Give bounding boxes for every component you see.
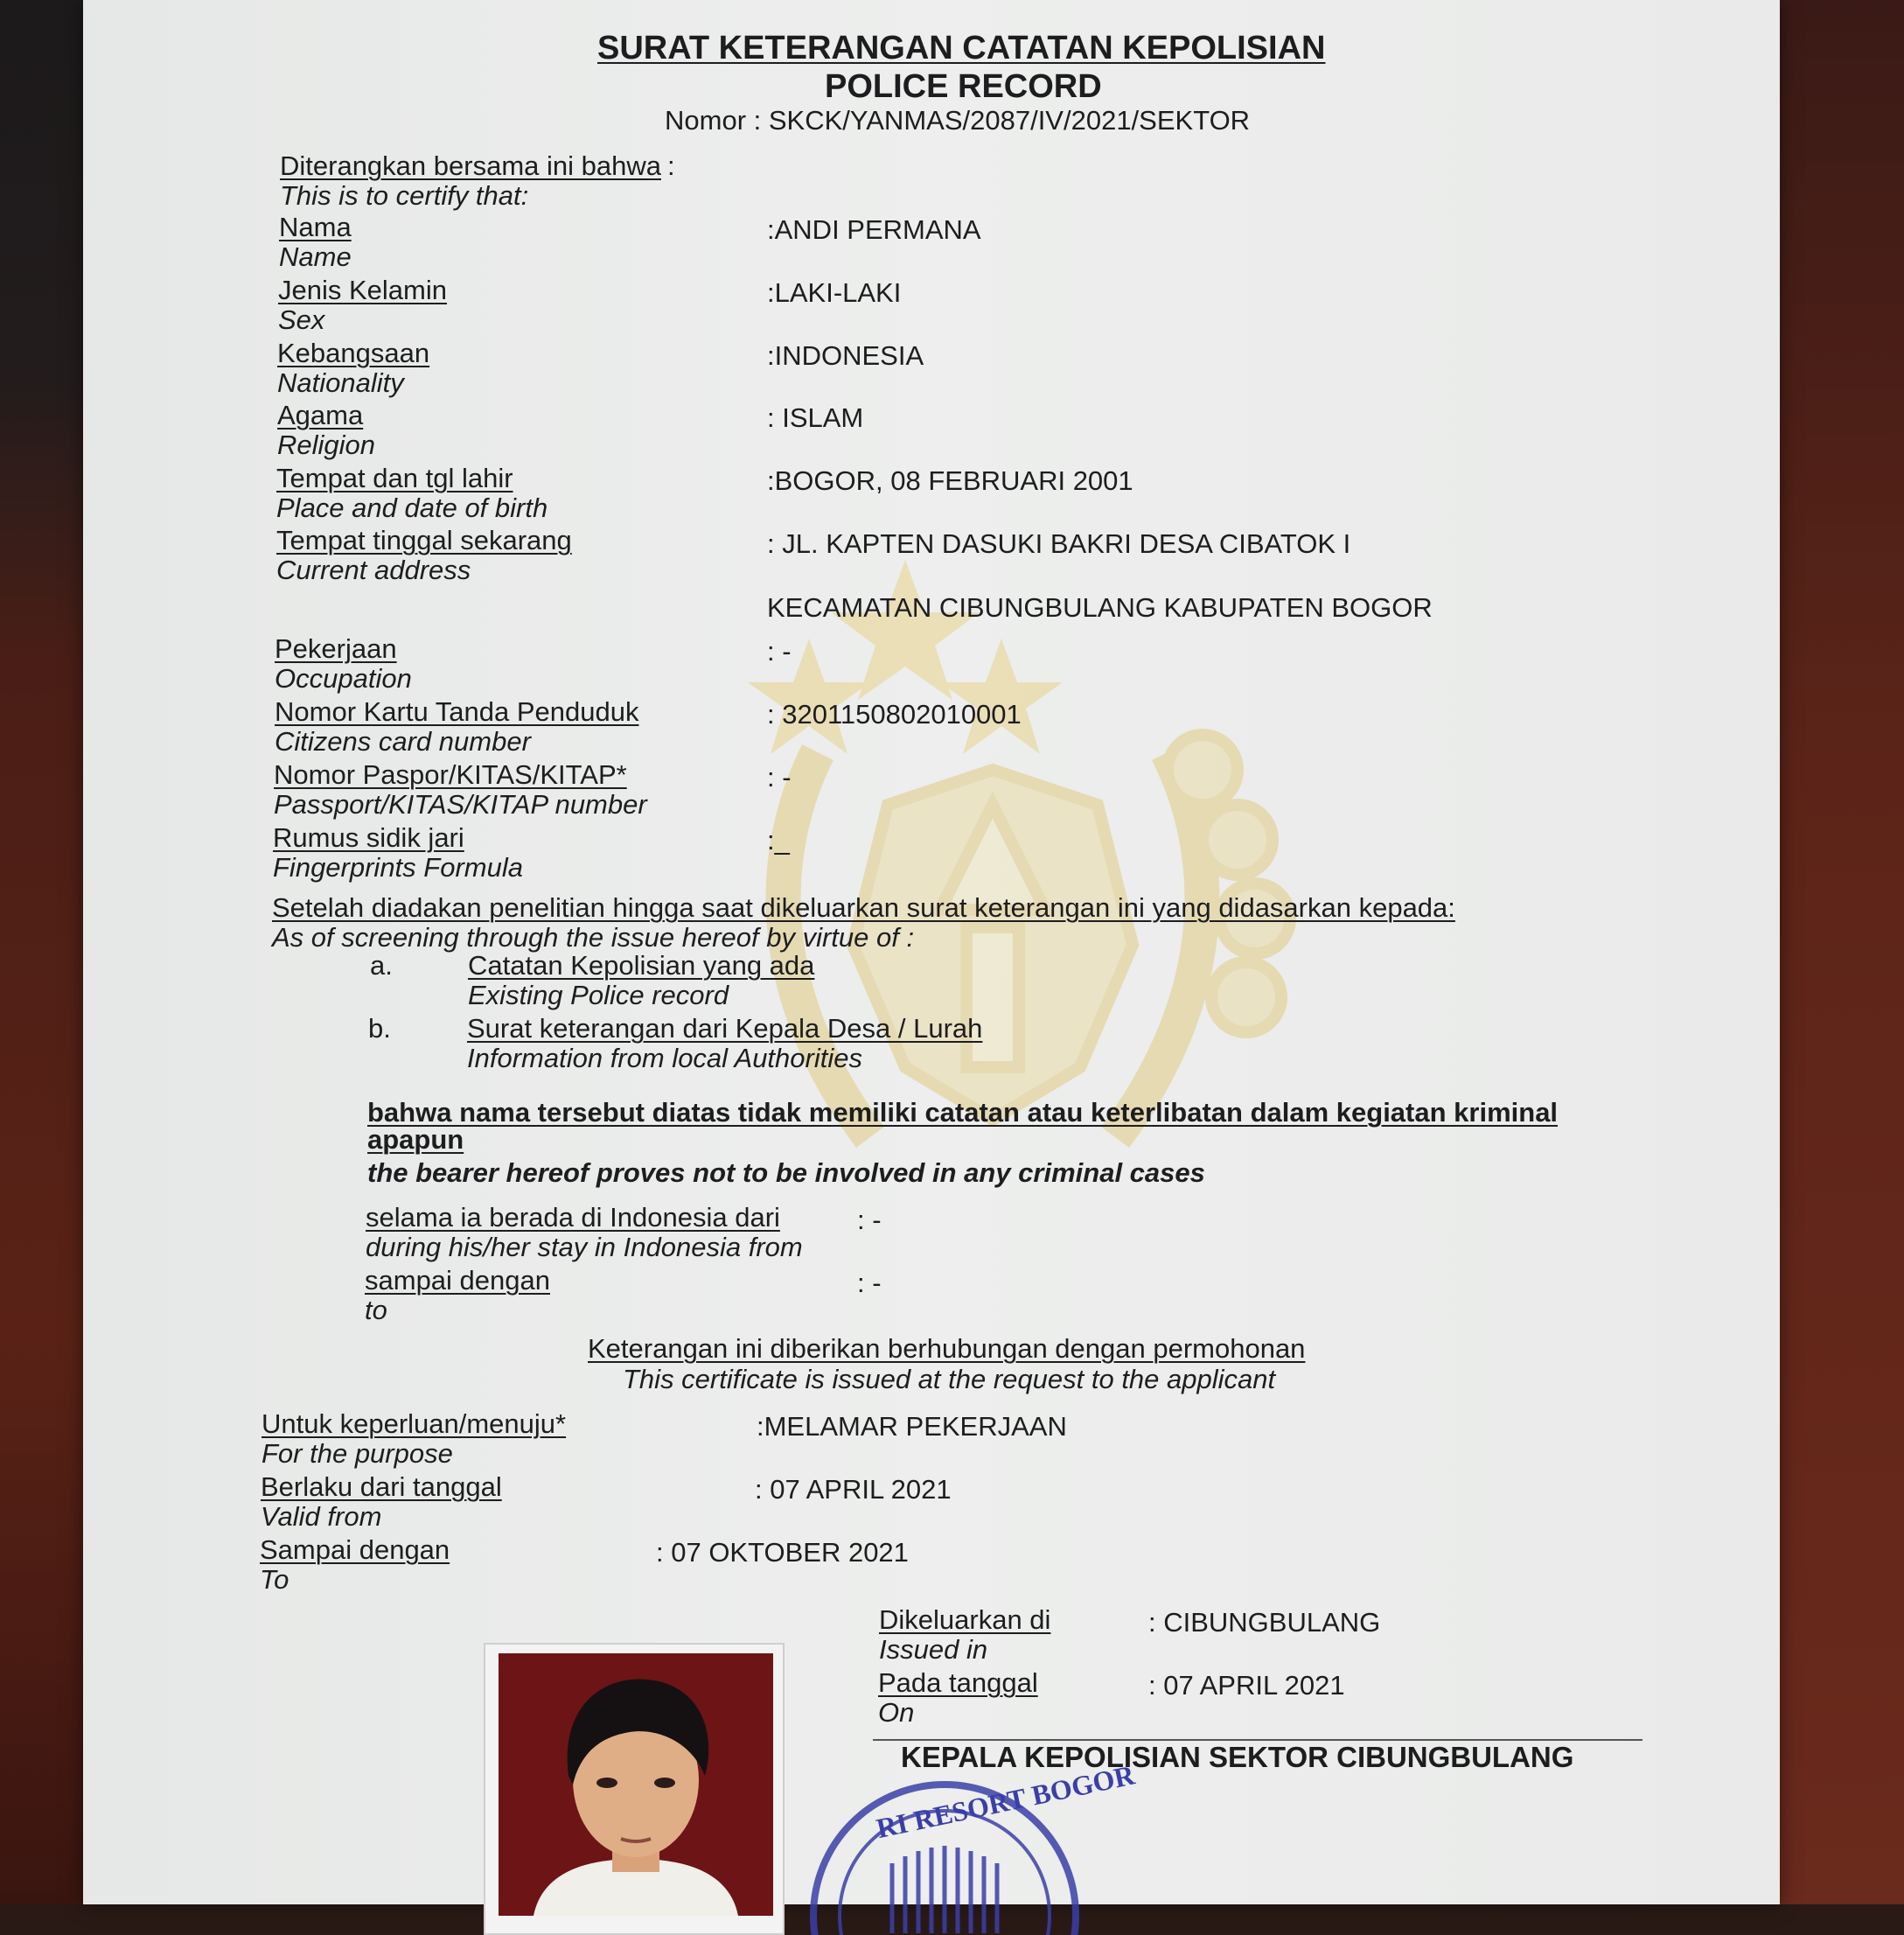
screening-item-label: Surat keterangan dari Kepala Desa / Lurah — [467, 1013, 983, 1044]
issued-date-label-en: On — [878, 1697, 915, 1728]
religion-label: Agama — [277, 400, 364, 430]
document-number: Nomor : SKCK/YANMAS/2087/IV/2021/SEKTOR — [665, 105, 1251, 136]
valid-from-label: Berlaku dari tanggal — [261, 1471, 502, 1502]
stay-from-label: selama ia berada di Indonesia dari — [366, 1202, 780, 1233]
screening-item-label: Catatan Kepolisian yang ada — [468, 950, 815, 981]
name-value: :ANDI PERMANA — [767, 214, 981, 245]
religion-value: : ISLAM — [767, 402, 864, 433]
passport-label-en: Passport/KITAS/KITAP number — [274, 789, 647, 820]
stay-to-value: : - — [857, 1268, 882, 1298]
issued-place-label-en: Issued in — [879, 1634, 988, 1665]
address-value-line2: KECAMATAN CIBUNGBULANG KABUPATEN BOGOR — [767, 592, 1433, 623]
religion-label-en: Religion — [277, 430, 376, 460]
valid-from-value: : 07 APRIL 2021 — [755, 1474, 952, 1505]
document-subtitle: POLICE RECORD — [825, 68, 1102, 105]
request-text: Keterangan ini diberikan berhubungan dengan permohonan — [588, 1333, 1306, 1364]
occupation-value: : - — [767, 636, 792, 667]
intro-label-en: This is to certify that: — [280, 180, 529, 211]
valid-from-label-en: Valid from — [261, 1501, 382, 1532]
fingerprint-label-en: Fingerprints Formula — [273, 852, 523, 883]
sex-label: Jenis Kelamin — [278, 275, 447, 305]
fingerprint-value: :_ — [767, 825, 790, 856]
nationality-value: :INDONESIA — [767, 340, 924, 371]
nationality-label-en: Nationality — [277, 367, 404, 398]
nationality-label: Kebangsaan — [277, 338, 430, 368]
screening-label-en: As of screening through the issue hereof by virtue of : — [272, 922, 915, 953]
birth-value: :BOGOR, 08 FEBRUARI 2001 — [767, 465, 1133, 496]
address-value: : JL. KAPTEN DASUKI BAKRI DESA CIBATOK I — [767, 528, 1351, 559]
valid-to-label-en: To — [260, 1564, 289, 1595]
name-label: Nama — [279, 212, 352, 242]
intro-label: Diterangkan bersama ini bahwa — [280, 150, 661, 181]
address-label-en: Current address — [276, 555, 471, 585]
request-text-en: This certificate is issued at the request to the applicant — [623, 1364, 1276, 1394]
passport-label: Nomor Paspor/KITAS/KITAP* — [274, 759, 627, 790]
statement-text-line2: apapun — [367, 1124, 464, 1155]
intro-colon: : — [667, 150, 675, 181]
stamp-text: RI RESORT BOGOR — [873, 1758, 1138, 1845]
background-right — [1773, 0, 1904, 1904]
applicant-photo — [499, 1653, 773, 1916]
birth-label: Tempat dan tgl lahir — [276, 463, 513, 493]
fingerprint-label: Rumus sidik jari — [273, 822, 464, 853]
screening-item-marker: a. — [370, 950, 393, 981]
occupation-label-en: Occupation — [275, 663, 412, 694]
sex-value: :LAKI-LAKI — [767, 277, 902, 308]
statement-text-en: the bearer hereof proves not to be involved in any criminal cases — [367, 1157, 1205, 1188]
valid-to-value: : 07 OKTOBER 2021 — [656, 1537, 909, 1568]
issued-place-value: : CIBUNGBULANG — [1148, 1607, 1381, 1638]
stay-from-label-en: during his/her stay in Indonesia from — [366, 1232, 803, 1262]
signatory-title: KEPALA KEPOLISIAN SEKTOR CIBUNGBULANG — [901, 1741, 1574, 1773]
sex-label-en: Sex — [278, 304, 325, 335]
name-label-en: Name — [279, 241, 352, 272]
address-label: Tempat tinggal sekarang — [276, 525, 572, 555]
id-card-label-en: Citizens card number — [275, 726, 531, 757]
id-card-value: : 3201150802010001 — [767, 699, 1022, 730]
statement-text: bahwa nama tersebut diatas tidak memiliki catatan atau keterlibatan dalam kegiatan kriminal — [367, 1097, 1559, 1128]
stay-to-label-en: to — [365, 1295, 387, 1325]
occupation-label: Pekerjaan — [275, 633, 397, 664]
stay-to-label: sampai dengan — [365, 1265, 550, 1296]
screening-item-marker: b. — [368, 1013, 391, 1044]
official-stamp — [770, 1758, 1138, 1933]
screening-label: Setelah diadakan penelitian hingga saat dikeluarkan surat keterangan ini yang didasarkan kepada: — [272, 892, 1455, 923]
screening-item-label-en: Existing Police record — [468, 980, 729, 1010]
id-card-label: Nomor Kartu Tanda Penduduk — [275, 696, 639, 727]
valid-to-label: Sampai dengan — [260, 1534, 450, 1565]
passport-value: : - — [767, 762, 792, 793]
birth-label-en: Place and date of birth — [276, 492, 548, 523]
screening-item-label-en: Information from local Authorities — [467, 1043, 862, 1073]
stay-from-value: : - — [857, 1205, 882, 1235]
issued-place-label: Dikeluarkan di — [879, 1604, 1051, 1635]
purpose-label: Untuk keperluan/menuju* — [262, 1408, 567, 1439]
purpose-value: :MELAMAR PEKERJAAN — [757, 1411, 1067, 1442]
document-title: SURAT KETERANGAN CATATAN KEPOLISIAN — [597, 30, 1326, 66]
police-record-document — [83, 0, 1780, 1904]
purpose-label-en: For the purpose — [262, 1438, 453, 1469]
issued-date-label: Pada tanggal — [878, 1667, 1038, 1698]
issued-date-value: : 07 APRIL 2021 — [1148, 1670, 1345, 1701]
